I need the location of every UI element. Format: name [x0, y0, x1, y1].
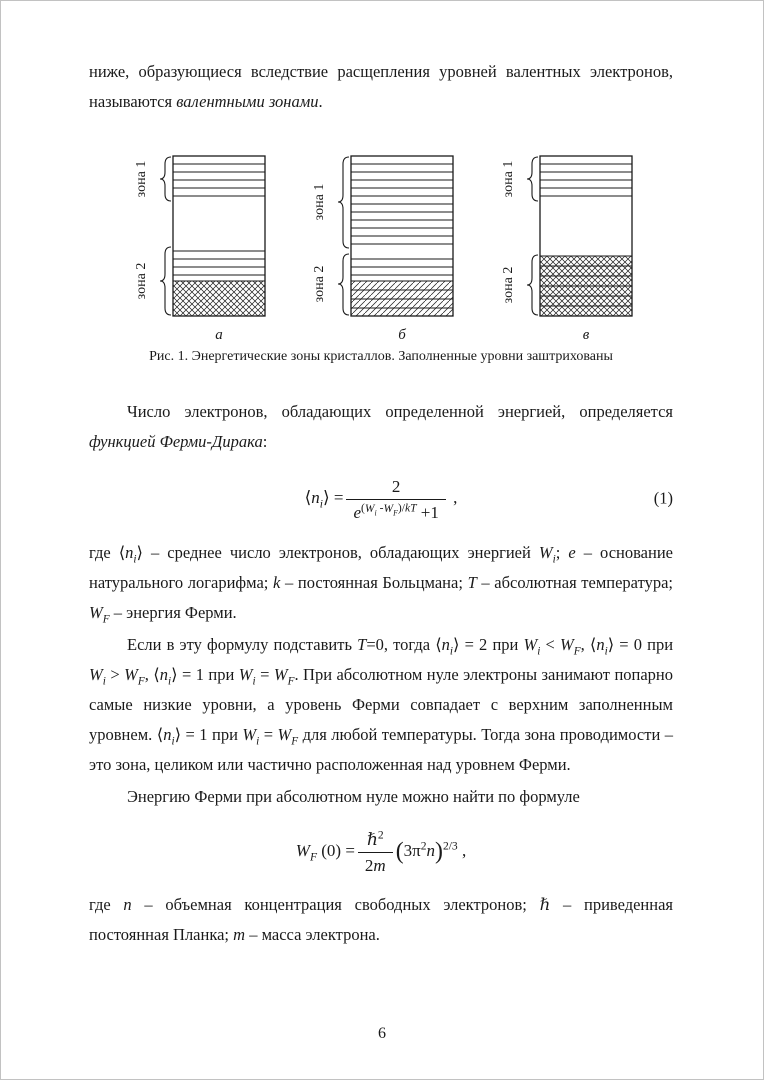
- page-number: 6: [378, 1025, 386, 1042]
- diagram-letter-a: а: [214, 327, 223, 343]
- band-diagrams: [89, 151, 673, 347]
- figure-1: [89, 151, 673, 365]
- eq1-fraction: [346, 475, 445, 524]
- filled-levels-hatch: [173, 281, 265, 316]
- band-diagram-a: [123, 151, 273, 347]
- zone1-energy-levels: [540, 164, 632, 196]
- eq2-tail: $(3\pi^2n)^{2/3}$ ,: [395, 838, 467, 865]
- zone1-energy-levels: [351, 164, 453, 244]
- zone2-energy-levels: [173, 251, 265, 275]
- eq2-denominator: 2m: [364, 855, 386, 875]
- eq1-numerator: 2: [346, 475, 445, 500]
- eq1-denominator: $e^{(W_i -W_F)/kT} +1$: [353, 501, 439, 523]
- paragraph-fermi-level: Если в эту формулу подставить T=0, тогда $⟨n_i⟩ = 2$ при $W_i < W_F$, $⟨n_i⟩ = 0$ при $W_i > W_F$, $⟨n_i⟩ = 1$ при $W_i = W_F$. При абсолютном нуле электроны занимают попарно самые низкие уровни, а уровень Ферми совпадает с верхним заполненным уровнем. $⟨n_i⟩ = 1$ при $W_i = W_F$ для любой температуры. Тогда зона проводимости – это зона, целиком или частично расположенная над уровнем Ферми.: [89, 634, 674, 774]
- zone2-brace: [160, 247, 171, 315]
- zone1-brace: [338, 157, 349, 248]
- diagram-letter-v: в: [582, 327, 589, 343]
- zone1-energy-levels: [173, 164, 265, 196]
- paragraph-where-2: где n – объемная концентрация свободных электронов; ℏ – приведенная постоянная Планка; m – масса электрона.: [89, 895, 673, 944]
- zone2-label: зона 2: [500, 266, 516, 304]
- eq2-fraction: [358, 828, 393, 877]
- paragraph-where-1: где $⟨n_i⟩$ – среднее число электронов, обладающих энергией $W_i$; e – основание натурального логарифма; k – постоянная Больцмана; T – абсолютная температура; $W_F$ – энергия Ферми.: [89, 542, 673, 625]
- equation-1-number: (1): [653, 488, 673, 508]
- figure-caption: Рис. 1. Энергетические зоны кристаллов. Заполненные уровни заштрихованы: [149, 349, 613, 364]
- eq1-lhs: $⟨n_i⟩$ =: [304, 488, 344, 511]
- paragraph-intro: ниже, образующиеся вследствие расщепления уровней валентных электронов, называются валентными зонами.: [89, 62, 673, 111]
- zone1-brace: [160, 157, 171, 201]
- zone1-label: зона 1: [133, 160, 149, 198]
- paragraph-fermi-dirac: Число электронов, обладающих определенной энергией, определяется функцией Ферми-Дирака:: [89, 402, 673, 451]
- eq2-lhs: $W_F$ (0) =: [295, 840, 355, 864]
- zone1-label: зона 1: [311, 183, 327, 221]
- eq1-tail: ,: [448, 488, 458, 508]
- zone2-brace: [527, 255, 538, 315]
- equation-2: [89, 828, 673, 877]
- band-diagram-v: [490, 151, 640, 347]
- zone2-label: зона 2: [311, 265, 327, 303]
- zone1-label: зона 1: [500, 160, 516, 198]
- zone2-energy-levels: [351, 259, 453, 275]
- zone1-brace: [527, 157, 538, 201]
- zone2-brace: [338, 254, 349, 315]
- diagram-letter-b: б: [397, 327, 406, 343]
- equation-1: [89, 475, 673, 524]
- zone2-label: зона 2: [133, 262, 149, 300]
- paragraph-fermi-energy: Энергию Ферми при абсолютном нуле можно найти по формуле: [127, 786, 580, 806]
- band-diagram-b: [299, 151, 464, 347]
- eq2-numerator: ℏ$^2$: [358, 828, 393, 853]
